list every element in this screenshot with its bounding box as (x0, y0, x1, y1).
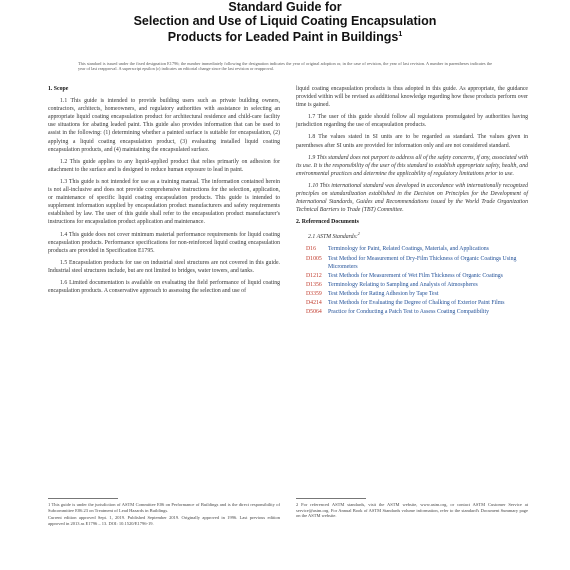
document-title-link[interactable]: Test Methods for Rating Adhesion by Tape Test (328, 290, 439, 297)
referenced-document (306, 272, 528, 280)
title-line-2: Selection and Use of Liquid Coating Encapsulation (133, 14, 437, 28)
referenced-document (306, 281, 528, 289)
document-code-link[interactable]: D5064 (306, 309, 322, 316)
footnote-rule-right (296, 498, 366, 499)
scope-paragraph: liquid coating encapsulation products is thus adopted in this guide. As appropriate, the guidance provided within will be revised as additional knowledge regarding how these products perform over time is gained. (296, 86, 528, 109)
scope-paragraph: 1.3 This guide is not intended for use as a training manual. The information contained herein is not all-inclusive and does not provide comprehensive instructions for the selection, application, or maintenance of specific liquid coating encapsulation products. This guide is intended to supplement information supplied by encapsulation product manufacturers and safety requirements established by law. The user of this guide shall refer to the encapsulation product manufacturer's instructions for encapsulation product application and maintenance. (48, 178, 280, 226)
scope-paragraph: 1.10 This international standard was developed in accordance with internationally recognized principles on standardization established in the Decision on Principles for the Development of International Standards, Guides and Recommendations issued by the World Trade Organization Technical Barriers to Trade (TBT) Committee. (296, 182, 528, 214)
referenced-document (306, 255, 528, 271)
footnote-2: 2 For referenced ASTM standards, visit the ASTM website, www.astm.org, or contact ASTM Customer Service at service@astm.org. For Annual Book of ASTM Standards volume information, refer to the standard's Document Summary page on the ASTM website. (296, 502, 528, 519)
scope-continuation (296, 85, 528, 214)
document-code-link[interactable]: D1005 (306, 255, 322, 262)
astm-standards-line: 2.1 ASTM Standards:$^2$ (308, 231, 360, 241)
title-line-3: Products for Leaded Paint in Buildings$^1$ (167, 30, 403, 45)
right-footnotes (296, 502, 528, 521)
scope-paragraph: 1.1 This guide is intended to provide building users such as private building owners, contractors, architects, homeowners, and regulatory authorities with assistance in selecting an appropriate liquid coating encapsulation product for architectural residence and child-care facility use situations for abating leaded paint. This guide also provides information that can be used to assist in the following: (1) determining whether a painted surface is suitable for encapsulation, (2) applying a liquid coating encapsulation product, (3) evaluating installed liquid coating encapsulation products, and (4) maintaining the encapsulated surface. (48, 98, 280, 153)
title-line-1: Standard Guide for (228, 0, 342, 14)
scope-paragraph: 1.5 Encapsulation products for use on industrial steel structures are not covered in this guide. Industrial steel structures include, but are not limited to bridges, water towers, and tanks. (48, 259, 280, 274)
document-code-link[interactable]: D1212 (306, 272, 322, 279)
document-title (0, 0, 570, 44)
scope-paragraph: 1.6 Limited documentation is available on evaluating the field performance of liquid coating encapsulation products. A conservative approach to assessing the selection and use of (48, 279, 280, 295)
scope-paragraph: 1.8 The values stated in SI units are to be regarded as standard. The values given in parentheses after SI units are provided for information only and are not considered standard. (296, 134, 528, 149)
scope-paragraphs (48, 97, 280, 295)
section-heading-referenced-documents: 2. Referenced Documents (296, 219, 359, 226)
title-footnote-mark: 1 (398, 31, 403, 38)
document-title-link[interactable]: Practice for Conducting a Patch Test to Assess Coating Compatibility (328, 309, 489, 316)
referenced-document (306, 299, 528, 307)
referenced-document (306, 308, 528, 316)
scope-paragraph: 1.9 This standard does not purport to address all of the safety concerns, if any, associated with its use. It is the responsibility of the user of this standard to establish appropriate safety, health, and environmental practices and determine the applicability of regulatory limitations prior to use. (296, 154, 528, 177)
footnote-rule-left (48, 498, 118, 499)
right-column (296, 85, 528, 317)
document-code-link[interactable]: D1356 (306, 281, 322, 288)
footnote-1: 1 This guide is under the jurisdiction of ASTM Committee E06 on Performance of Buildings and is the direct responsibility of Subcommittee E06.23 on Treatment of Lead Hazards in Buildings. (48, 502, 280, 513)
scope-paragraph: 1.2 This guide applies to any liquid-applied product that relies primarily on adhesion for attachment to the surface and is designed to reduce human exposure to lead in paint. (48, 158, 280, 173)
document-title-link[interactable]: Test Methods for Measurement of Wet Film Thickness of Organic Coatings (328, 272, 503, 279)
scope-paragraph: 1.7 The user of this guide should follow all regulations promulgated by authorities having jurisdiction regarding the use of encapsulation products. (296, 114, 528, 129)
referenced-document (306, 245, 528, 253)
document-title-link[interactable]: Test Method for Measurement of Dry-Film Thickness of Organic Coatings Using Micrometers (328, 255, 517, 270)
document-code-link[interactable]: D16 (306, 246, 316, 253)
scope-paragraph: 1.4 This guide does not cover minimum material performance requirements for liquid coating encapsulation products. Performance specifications for non-reinforced liquid coating encapsulation products are provided in Specification E1795. (48, 231, 280, 254)
document-code-link[interactable]: D4214 (306, 299, 322, 306)
document-title-link[interactable]: Test Methods for Evaluating the Degree of Chalking of Exterior Paint Films (328, 299, 505, 306)
issuance-note: This standard is issued under the fixed designation E1796; the number immediately following the designation indicates the year of original adoption or, in the case of revision, the year of last revision. A number in parentheses indicates the year of last reapproval. A superscript epsilon (ε) indicates an editorial change since the last revision or reapproval. (78, 61, 492, 72)
document-title-link[interactable]: Terminology Relating to Sampling and Analysis of Atmospheres (328, 281, 478, 288)
referenced-documents-list (306, 245, 528, 316)
left-footnotes (48, 502, 280, 528)
document-title-link[interactable]: Terminology for Paint, Related Coatings, Materials, and Applications (328, 246, 489, 253)
left-column (48, 85, 280, 299)
section-heading-scope: 1. Scope (48, 86, 69, 92)
footnote-1-edition: Current edition approved Sept. 1, 2019. Published September 2019. Originally approved in 1996. Last previous edition approved in 2013 as E1796 – 13. DOI: 10.1520/E1796-19. (48, 515, 280, 526)
document-code-link[interactable]: D3359 (306, 290, 322, 297)
referenced-document (306, 290, 528, 298)
